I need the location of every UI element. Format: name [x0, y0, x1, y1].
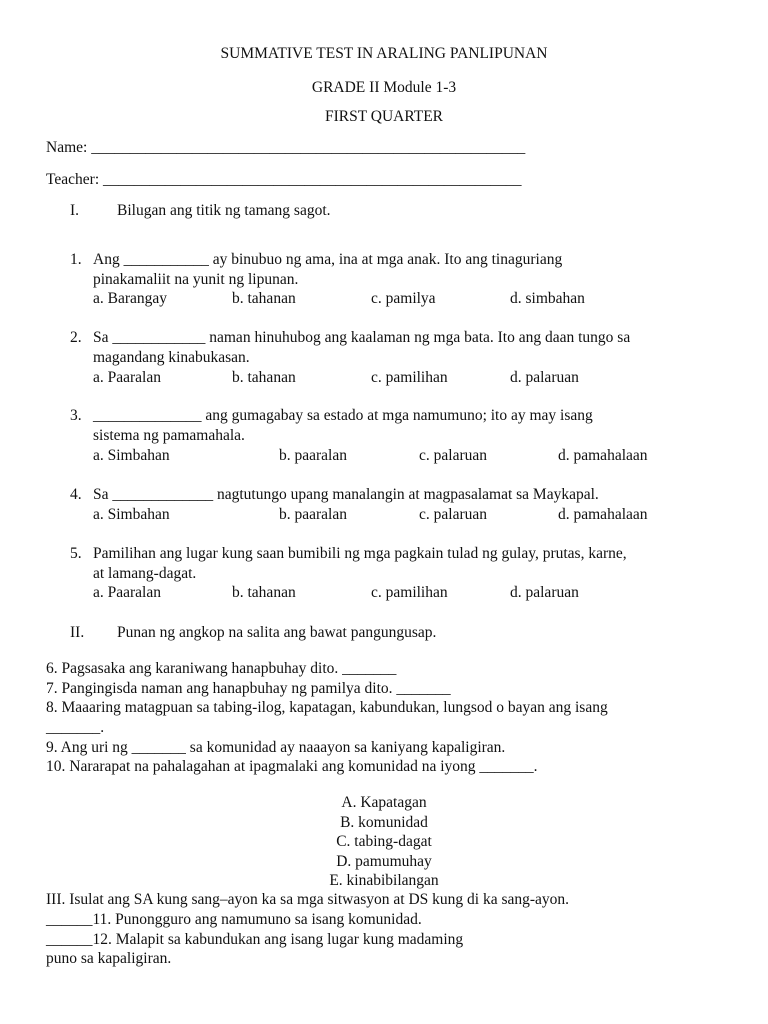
- part1-instruction: Bilugan ang titik ng tamang sagot.: [117, 202, 331, 219]
- grade-module: GRADE II Module 1-3: [311, 79, 457, 96]
- option-b[interactable]: b. paaralan: [279, 447, 347, 464]
- part3-instruction: III. Isulat ang SA kung sang–ayon ka sa mga sitwasyon at DS kung di ka sang-ayon.: [46, 891, 570, 908]
- option-a[interactable]: a. Paaralan: [93, 584, 161, 601]
- choice-d: D. pamumuhay: [336, 853, 432, 870]
- option-d[interactable]: d. palaruan: [510, 369, 579, 386]
- question-number: 2.: [70, 329, 82, 346]
- question-text-cont: magandang kinabukasan.: [93, 349, 250, 366]
- question-number: 4.: [70, 486, 82, 503]
- question-number: 3.: [70, 407, 82, 424]
- choice-e: E. kinabibilangan: [329, 872, 439, 889]
- choice-c: C. tabing-dagat: [336, 833, 432, 850]
- question-number: 1.: [70, 251, 82, 268]
- option-d[interactable]: d. palaruan: [510, 584, 579, 601]
- option-a[interactable]: a. Simbahan: [93, 506, 170, 523]
- part2-instruction: Punan ng angkop na salita ang bawat pangungusap.: [117, 624, 437, 641]
- test-title: SUMMATIVE TEST IN ARALING PANLIPUNAN: [220, 45, 548, 62]
- option-b[interactable]: b. paaralan: [279, 506, 347, 523]
- question-text-cont: at lamang-dagat.: [93, 565, 197, 582]
- question-text-cont: pinakamaliit na yunit ng lipunan.: [93, 271, 299, 288]
- option-a[interactable]: a. Simbahan: [93, 447, 170, 464]
- question-text: Pamilihan ang lugar kung saan bumibili ng mga pagkain tulad ng gulay, prutas, karne,: [93, 545, 627, 562]
- teacher-field[interactable]: Teacher: ______________________________________________________: [46, 171, 522, 188]
- option-b[interactable]: b. tahanan: [232, 290, 296, 307]
- option-b[interactable]: b. tahanan: [232, 584, 296, 601]
- agree-item-11: ______11. Punongguro ang namumuno sa isang komunidad.: [46, 911, 422, 928]
- option-b[interactable]: b. tahanan: [232, 369, 296, 386]
- question-text-cont: sistema ng pamamahala.: [93, 427, 245, 444]
- name-field[interactable]: Name: ________________________________________________________: [46, 139, 526, 156]
- option-c[interactable]: c. pamilihan: [371, 369, 448, 386]
- fill-item-9: 9. Ang uri ng _______ sa komunidad ay naaayon sa kaniyang kapaligiran.: [46, 739, 506, 756]
- fill-item-8: 8. Maaaring matagpuan sa tabing-ilog, kapatagan, kabundukan, lungsod o bayan ang isang: [46, 699, 608, 716]
- fill-item-8-cont: _______.: [46, 719, 105, 736]
- choice-a: A. Kapatagan: [341, 794, 427, 811]
- choice-b: B. komunidad: [340, 814, 428, 831]
- part2-numeral: II.: [70, 624, 85, 641]
- option-a[interactable]: a. Barangay: [93, 290, 168, 307]
- option-d[interactable]: d. pamahalaan: [558, 447, 648, 464]
- fill-item-10: 10. Nararapat na pahalagahan at ipagmalaki ang komunidad na iyong _______.: [46, 758, 538, 775]
- option-c[interactable]: c. pamilihan: [371, 584, 448, 601]
- option-c[interactable]: c. palaruan: [419, 447, 487, 464]
- quarter-label: FIRST QUARTER: [324, 108, 444, 125]
- agree-item-12: ______12. Malapit sa kabundukan ang isang lugar kung madaming: [46, 931, 464, 948]
- question-text: Sa _____________ nagtutungo upang manalangin at magpasalamat sa Maykapal.: [93, 486, 599, 503]
- option-d[interactable]: d. pamahalaan: [558, 506, 648, 523]
- question-text: Ang ___________ ay binubuo ng ama, ina at mga anak. Ito ang tinaguriang: [93, 251, 563, 268]
- fill-item-6: 6. Pagsasaka ang karaniwang hanapbuhay dito. _______: [46, 660, 397, 677]
- option-d[interactable]: d. simbahan: [510, 290, 585, 307]
- agree-item-12-cont: puno sa kapaligiran.: [46, 950, 172, 967]
- question-text: Sa ____________ naman hinuhubog ang kaalaman ng mga bata. Ito ang daan tungo sa: [93, 329, 631, 346]
- question-text: ______________ ang gumagabay sa estado at mga namumuno; ito ay may isang: [93, 407, 593, 424]
- question-number: 5.: [70, 545, 82, 562]
- option-c[interactable]: c. palaruan: [419, 506, 487, 523]
- option-a[interactable]: a. Paaralan: [93, 369, 161, 386]
- fill-item-7: 7. Pangingisda naman ang hanapbuhay ng pamilya dito. _______: [46, 680, 451, 697]
- option-c[interactable]: c. pamilya: [371, 290, 436, 307]
- part1-numeral: I.: [70, 202, 80, 219]
